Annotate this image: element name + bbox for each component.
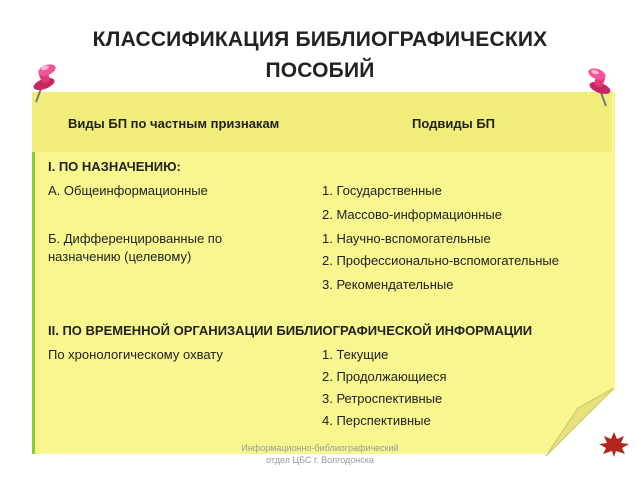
section-heading-time: II. ПО ВРЕМЕННОЙ ОРГАНИЗАЦИИ БИБЛИОГРАФИЧЕСКОЙ ИНФОРМАЦИИ: [48, 323, 533, 338]
header-subtypes: Подвиды БП: [412, 116, 496, 131]
subtype-item: 1. Научно-вспомогательные: [322, 231, 491, 246]
type-general-info: А. Общеинформационные: [48, 183, 208, 198]
subtype-item: 3. Ретроспективные: [322, 391, 443, 406]
slide-title: [40, 24, 600, 86]
footer-caption: [220, 442, 420, 466]
type-chronological: По хронологическому охвату: [48, 347, 223, 362]
title-line-1: КЛАССИФИКАЦИЯ БИБЛИОГРАФИЧЕСКИХ: [92, 28, 548, 51]
maple-leaf-icon: [596, 430, 632, 458]
footer-line-1: Информационно-библиографический: [241, 443, 399, 453]
subtype-item: 2. Продолжающиеся: [322, 369, 447, 384]
subtype-item: 4. Перспективные: [322, 413, 431, 428]
section-heading-purpose: I. ПО НАЗНАЧЕНИЮ:: [48, 159, 181, 174]
header-types: Виды БП по частным признакам: [68, 116, 280, 131]
title-line-2: ПОСОБИЙ: [265, 59, 375, 82]
subtype-item: 2. Профессионально-вспомогательные: [322, 253, 559, 268]
push-pin-icon: [578, 66, 622, 110]
subtype-item: 1. Государственные: [322, 183, 442, 198]
push-pin-icon: [22, 62, 66, 106]
subtype-item: 3. Рекомендательные: [322, 277, 454, 292]
subtype-item: 1. Текущие: [322, 347, 389, 362]
type-differentiated: Б. Дифференцированные по назначению (целевому): [48, 231, 223, 264]
footer-line-2: отдел ЦБС г. Волгодонска: [266, 455, 374, 465]
subtype-item: 2. Массово-информационные: [322, 207, 502, 222]
